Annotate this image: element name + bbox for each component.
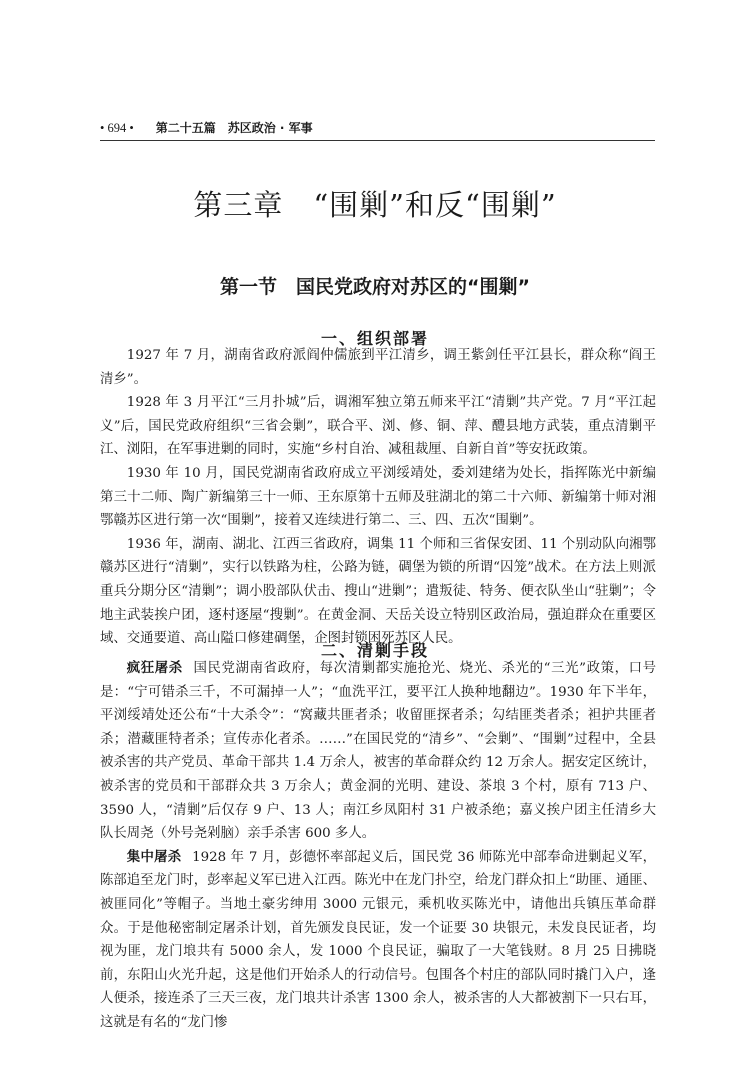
paragraph bbox=[100, 846, 656, 1035]
paragraph: 1928 年 3 月平江“三月扑城”后，调湘军独立第五师来平江“清剿”共产党。7 月“平江起义”后，国民党政府组织“三省会剿”，联合平、浏、修、铜、萍、醴县地方武装，重点清剿平江、浏阳，在军事进剿的同时，实施“乡村自治、减租裁厘、自新自首”等安抚政策。 bbox=[100, 395, 656, 458]
page-number: • 694 • bbox=[100, 121, 134, 135]
subsection-title-1: 一、组织部署 bbox=[320, 329, 429, 348]
paragraph-text: 国民党湖南省政府，每次清剿都实施抢光、烧光、杀光的“三光”政策，口号是：“宁可错杀三千，不可漏掉一人”；“血洗平江，要平江人换种地翻边”。1930 年下半年，平浏绥靖处还公布“十大杀令”：“窝藏共匪者杀；收留匪探者杀；勾结匪类者杀；袒护共匪者杀；潜藏匪特者杀；宣传赤化者杀。……”在国民党的“清乡”、“会剿”、“围剿”过程中，全县被杀害的共产党员、革命干部共 1.4 万余人，被害的革命群众约 12 万余人。据安定区统计，被杀害的党员和干部群众共 3 万余人；黄金洞的光明、建设、茶埌 3 个村，原有 713 户、3590 人，“清剿”后仅存 9 户、13 人；南江乡凤阳村 31 户被杀绝；嘉义挨户团主任清乡大队长周尧（外号尧剁脑）亲手杀害 600 多人。 bbox=[100, 661, 656, 842]
paragraph-text: 1928 年 7 月，彭德怀率部起义后，国民党 36 师陈光中部奉命进剿起义军，陈部追至龙门时，彭率起义军已进入江西。陈光中在龙门扑空，给龙门群众扣上“助匪、通匪、被匪同化”等帽子。当地土豪劣绅用 3000 元银元，乘机收买陈光中，请他出兵镇压革命群众。于是他秘密制定屠杀计划，首先颁发良民证，发一个证要 30 块银元，未发良民证者，均视为匪，龙门埌共有 5000 余人，发 1000 个良民证，骗取了一大笔钱财。8 月 25 日拂晓前，东阳山火光升起，这是他们开始杀人的行动信号。包围各个村庄的部队同时撬门入户，逢人便杀，接连杀了三天三夜，龙门埌共计杀害 1300 余人，被杀害的人大都被割下一只右耳，这就是有名的“龙门惨 bbox=[100, 849, 657, 1030]
paragraph-lead: 疯狂屠杀 bbox=[126, 661, 183, 676]
header-rule bbox=[100, 140, 655, 141]
subsection-body-1 bbox=[100, 344, 656, 651]
section-title: 第一节 国民党政府对苏区的“围剿” bbox=[220, 275, 530, 298]
subsection-title-2: 二、清剿手段 bbox=[320, 641, 429, 660]
paragraph: 1927 年 7 月，湖南省政府派阎仲儒旅到平江清乡，调王紫剑任平江县长，群众称“阎王清乡”。 bbox=[100, 348, 656, 387]
part-title: 第二十五篇 苏区政治 · 军事 bbox=[155, 121, 313, 135]
subsection-body-2 bbox=[100, 657, 656, 1035]
chapter-title: 第三章 “围剿”和反“围剿” bbox=[193, 188, 557, 223]
paragraph-lead: 集中屠杀 bbox=[126, 849, 182, 865]
paragraph bbox=[100, 657, 656, 846]
running-head bbox=[100, 119, 655, 137]
paragraph: 1936 年，湖南、湖北、江西三省政府，调集 11 个师和三省保安团、11 个别动队向湘鄂赣苏区进行“清剿”，实行以铁路为柱，公路为链，碉堡为锁的所谓“囚笼”战术。在方法上则派重兵分期分区“清剿”；调小股部队伏击、搜山“进剿”；遣叛徒、特务、便衣队坐山“驻剿”；令地主武装挨户团，逐村逐屋“搜剿”。在黄金洞、天岳关设立特别区政治局，强迫群众在重要区域、交通要道、高山隘口修建碉堡，企图封锁困死苏区人民。 bbox=[100, 536, 656, 647]
paragraph: 1930 年 10 月，国民党湖南省政府成立平浏绥靖处，委刘建绪为处长，指挥陈光中新编第三十二师、陶广新编第三十一师、王东原第十五师及驻湖北的第二十六师、新编第十师对湘鄂赣苏区进行第一次“围剿”，接着又连续进行第二、三、四、五次“围剿”。 bbox=[100, 465, 656, 529]
